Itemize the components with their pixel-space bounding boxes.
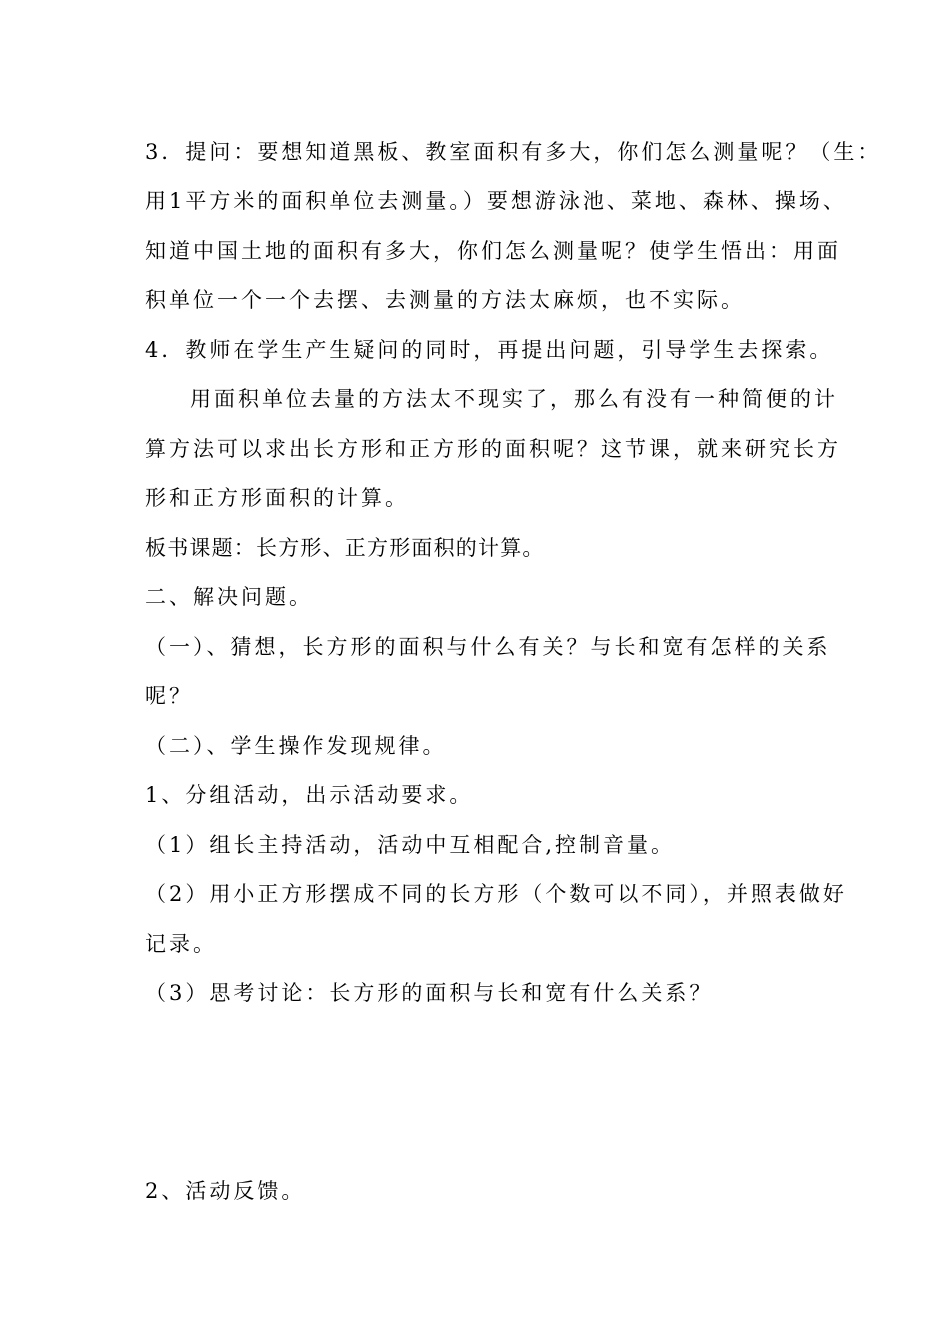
paragraph-line: （一）、猜想，长方形的面积与什么有关？与长和宽有怎样的关系 [145, 635, 831, 659]
paragraph-line: 3．提问：要想知道黑板、教室面积有多大，你们怎么测量呢？（生： [145, 140, 882, 164]
paragraph-line: 形和正方形面积的计算。 [145, 486, 409, 510]
paragraph-line: 板书课题：长方形、正方形面积的计算。 [145, 536, 545, 560]
paragraph-line: （1）组长主持活动，活动中互相配合,控制音量。 [145, 833, 676, 857]
paragraph-line: 记录。 [145, 932, 217, 956]
paragraph-line: 用1平方米的面积单位去测量。）要想游泳池、菜地、森林、操场、 [145, 189, 847, 213]
paragraph-line: 1、分组活动，出示活动要求。 [145, 783, 474, 807]
section-heading: 二、解决问题。 [145, 585, 313, 609]
paragraph-line: （3）思考讨论：长方形的面积与长和宽有什么关系？ [145, 981, 714, 1005]
paragraph-line: 算方法可以求出长方形和正方形的面积呢？这节课，就来研究长方 [145, 437, 841, 461]
paragraph-line: 呢？ [145, 684, 193, 708]
paragraph-line: （2）用小正方形摆成不同的长方形（个数可以不同），并照表做好 [145, 882, 847, 906]
paragraph-line: 2、活动反馈。 [145, 1179, 306, 1203]
paragraph-line: 知道中国土地的面积有多大，你们怎么测量呢？使学生悟出：用面 [145, 239, 841, 263]
paragraph-line: 4．教师在学生产生疑问的同时，再提出问题，引导学生去探索。 [145, 338, 834, 362]
paragraph-line: 用面积单位去量的方法太不现实了，那么有没有一种简便的计 [190, 387, 838, 411]
paragraph-line: 积单位一个一个去摆、去测量的方法太麻烦，也不实际。 [145, 288, 745, 312]
paragraph-line: （二）、学生操作发现规律。 [145, 734, 447, 758]
